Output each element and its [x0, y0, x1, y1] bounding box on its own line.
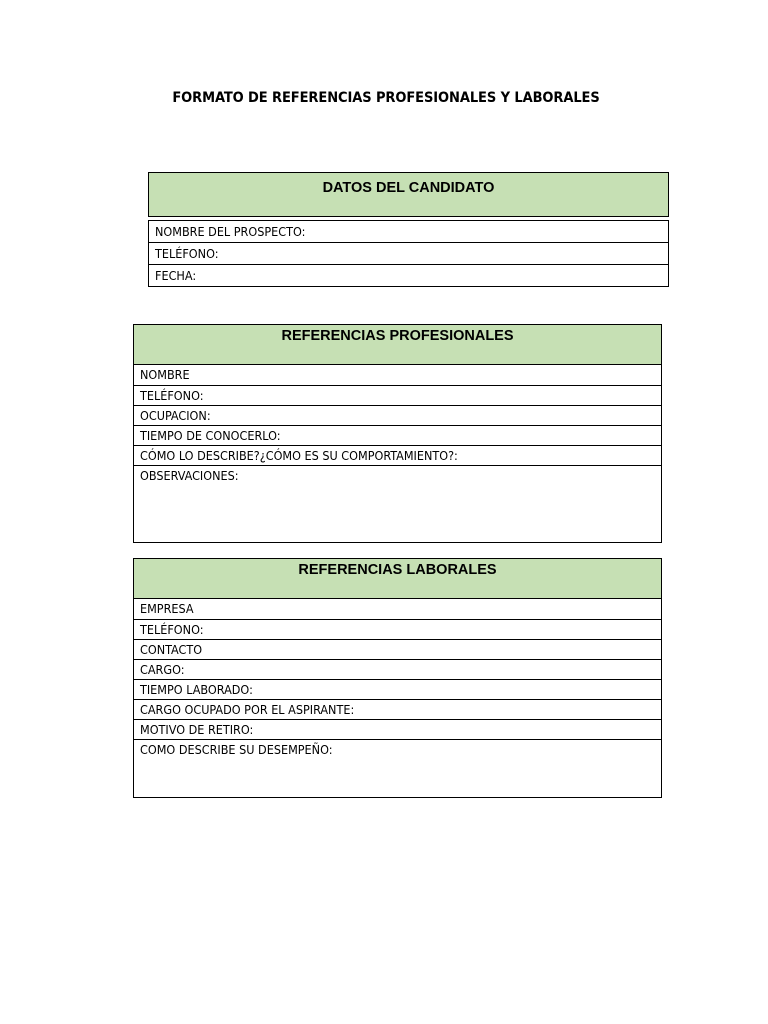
- field-tiempo-conocerlo[interactable]: TIEMPO DE CONOCERLO:: [134, 425, 661, 445]
- work-references-table: [133, 558, 662, 798]
- field-tiempo-laborado[interactable]: TIEMPO LABORADO:: [134, 679, 661, 699]
- field-telefono-empresa[interactable]: TELÉFONO:: [134, 619, 661, 639]
- work-references-rows: [133, 599, 662, 798]
- professional-references-header: REFERENCIAS PROFESIONALES: [133, 324, 662, 365]
- field-motivo-retiro[interactable]: MOTIVO DE RETIRO:: [134, 719, 661, 739]
- field-cargo-ocupado[interactable]: CARGO OCUPADO POR EL ASPIRANTE:: [134, 699, 661, 719]
- field-telefono-candidato[interactable]: TELÉFONO:: [149, 242, 668, 264]
- field-telefono-referencia[interactable]: TELÉFONO:: [134, 385, 661, 405]
- field-contacto[interactable]: CONTACTO: [134, 639, 661, 659]
- field-nombre-referencia[interactable]: NOMBRE: [140, 367, 190, 382]
- candidate-header: DATOS DEL CANDIDATO: [148, 172, 669, 217]
- field-nombre-prospecto[interactable]: NOMBRE DEL PROSPECTO:: [155, 224, 306, 239]
- field-desempeno[interactable]: COMO DESCRIBE SU DESEMPEÑO:: [134, 739, 661, 797]
- professional-references-table: [133, 324, 662, 543]
- document-title: FORMATO DE REFERENCIAS PROFESIONALES Y LABORALES: [172, 90, 600, 106]
- work-references-header: REFERENCIAS LABORALES: [133, 558, 662, 599]
- field-observaciones[interactable]: OBSERVACIONES:: [134, 465, 661, 542]
- field-empresa[interactable]: EMPRESA: [140, 601, 194, 616]
- field-ocupacion[interactable]: OCUPACION:: [134, 405, 661, 425]
- professional-references-rows: [133, 365, 662, 543]
- candidate-table: [148, 172, 669, 287]
- field-fecha[interactable]: FECHA:: [149, 264, 668, 286]
- field-como-lo-describe[interactable]: CÓMO LO DESCRIBE?¿CÓMO ES SU COMPORTAMIENTO?:: [134, 445, 661, 465]
- candidate-rows: [148, 220, 669, 287]
- field-cargo[interactable]: CARGO:: [134, 659, 661, 679]
